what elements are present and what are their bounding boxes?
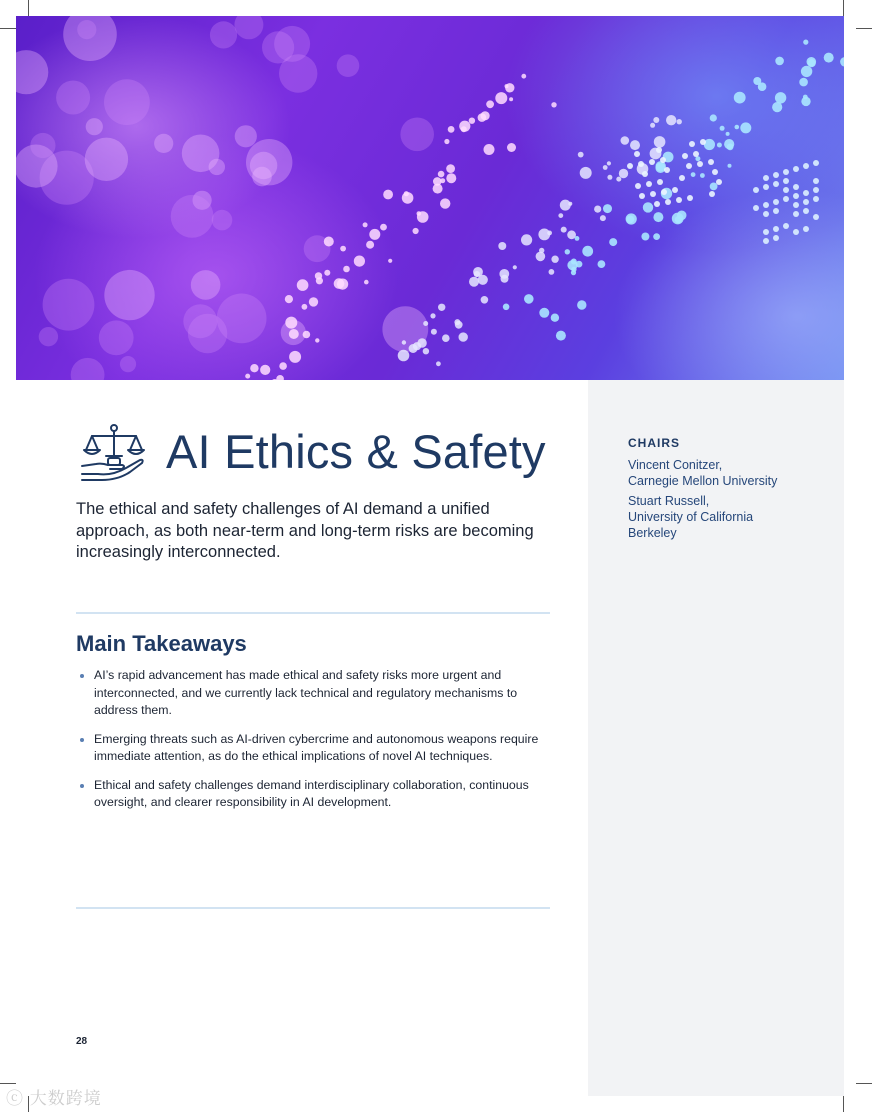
light-dot xyxy=(436,361,441,366)
light-dot xyxy=(598,260,606,268)
light-dot xyxy=(440,178,445,183)
intro-paragraph: The ethical and safety challenges of AI demand a unified approach, as both near-term and long-term risks are becoming increasingly interconnected. xyxy=(76,500,534,561)
bokeh-light xyxy=(154,134,173,153)
light-dot xyxy=(763,184,769,190)
light-dot xyxy=(499,269,509,279)
light-dot xyxy=(801,97,810,106)
light-dot xyxy=(793,166,799,172)
light-dot xyxy=(285,317,297,329)
light-dot xyxy=(627,163,633,169)
light-dot xyxy=(650,123,655,128)
light-dot xyxy=(720,126,725,131)
light-dot xyxy=(245,374,250,379)
light-dot xyxy=(664,167,670,173)
light-dot xyxy=(402,192,414,204)
light-dot xyxy=(793,211,799,217)
light-dot xyxy=(334,278,345,289)
light-dot xyxy=(803,163,809,169)
light-dot xyxy=(676,197,682,203)
light-dot xyxy=(484,144,495,155)
light-dot xyxy=(354,256,365,267)
light-dot xyxy=(607,175,612,180)
light-dot xyxy=(635,183,641,189)
light-dot xyxy=(799,78,808,87)
bokeh-light xyxy=(56,81,90,115)
light-dot xyxy=(486,100,494,108)
light-dot xyxy=(691,172,696,177)
light-dot xyxy=(366,241,374,249)
light-dot xyxy=(639,193,645,199)
light-dot xyxy=(773,235,779,241)
bokeh-light xyxy=(171,195,214,238)
light-dot xyxy=(276,375,284,380)
light-dot xyxy=(793,184,799,190)
chairs-sidebar xyxy=(588,380,844,1096)
light-dot xyxy=(773,208,779,214)
light-dot xyxy=(289,329,299,339)
light-dot xyxy=(539,248,544,253)
light-dot xyxy=(438,304,445,311)
list-item-text: Emerging threats such as AI-driven cybercrime and autonomous weapons require immediate attention, as do the ethical implications of novel AI techniques. xyxy=(94,731,539,763)
light-dot xyxy=(679,175,685,181)
light-dot xyxy=(481,296,489,304)
list-item-text: AI’s rapid advancement has made ethical and safety risks more urgent and interconnected, and we currently lack technical and regulatory mechanisms to address them. xyxy=(94,668,518,717)
light-dot xyxy=(558,213,563,218)
light-dot xyxy=(630,140,640,150)
light-dot xyxy=(716,179,722,185)
light-dot xyxy=(343,266,350,273)
light-dot xyxy=(709,191,715,197)
light-dot xyxy=(661,189,667,195)
light-dot xyxy=(689,141,695,147)
light-dot xyxy=(369,229,380,240)
light-dot xyxy=(309,297,318,306)
crop-mark xyxy=(843,0,844,16)
light-dot xyxy=(657,179,663,185)
light-dot xyxy=(803,226,809,232)
watermark: ⓒ 大数跨境 xyxy=(6,1089,102,1108)
bokeh-light xyxy=(43,279,95,331)
light-dot xyxy=(686,163,692,169)
light-dot xyxy=(571,267,576,272)
light-dot xyxy=(783,196,789,202)
bokeh-light xyxy=(86,118,103,135)
light-dot xyxy=(446,164,455,173)
light-dot xyxy=(783,178,789,184)
light-dot xyxy=(364,280,369,285)
list-item xyxy=(80,667,560,720)
divider xyxy=(76,612,550,614)
light-dot xyxy=(285,295,293,303)
light-dot xyxy=(626,216,634,224)
light-dot xyxy=(621,136,630,145)
light-dot xyxy=(388,259,392,263)
light-dot xyxy=(423,348,429,354)
light-dot xyxy=(728,164,732,168)
light-dot xyxy=(763,229,769,235)
bokeh-light xyxy=(210,21,237,48)
light-dot xyxy=(413,342,421,350)
light-dot xyxy=(616,177,621,182)
light-dot xyxy=(813,187,819,193)
light-dot xyxy=(808,59,816,67)
light-dot xyxy=(803,199,809,205)
light-dot xyxy=(340,246,346,252)
light-dot xyxy=(773,172,779,178)
light-dot xyxy=(495,92,507,104)
light-dot xyxy=(549,269,555,275)
light-dot xyxy=(433,184,443,194)
light-dot xyxy=(431,329,437,335)
light-dot xyxy=(459,332,468,341)
chair-name: Stuart Russell, xyxy=(628,494,710,508)
light-dot xyxy=(660,157,666,163)
chair-affiliation: Berkeley xyxy=(628,526,677,540)
light-dot xyxy=(763,211,769,217)
light-dot xyxy=(609,238,617,246)
light-dot xyxy=(454,319,460,325)
light-dot xyxy=(503,304,510,311)
hero-image xyxy=(16,16,844,380)
light-dot xyxy=(653,233,660,240)
light-dot xyxy=(801,66,812,77)
light-dot xyxy=(693,151,699,157)
light-dot xyxy=(642,171,648,177)
light-dot xyxy=(380,224,387,231)
light-dot xyxy=(677,119,682,124)
light-dot xyxy=(717,143,722,148)
light-dot xyxy=(509,97,513,101)
light-dot xyxy=(539,308,549,318)
light-dot xyxy=(824,53,834,63)
bokeh-light xyxy=(85,138,128,181)
light-dot xyxy=(440,198,450,208)
light-dot xyxy=(505,83,514,92)
light-dot xyxy=(783,169,789,175)
light-dot xyxy=(665,199,671,205)
light-dot xyxy=(469,277,479,287)
light-dot xyxy=(302,304,308,310)
light-dot xyxy=(430,313,435,318)
light-dot xyxy=(498,242,506,250)
light-dot xyxy=(600,215,606,221)
light-dot xyxy=(551,102,556,107)
light-dot xyxy=(575,236,580,241)
light-dot xyxy=(649,159,655,165)
takeaways-list xyxy=(80,667,560,823)
crop-mark xyxy=(0,28,16,29)
chairs-heading: CHAIRS xyxy=(628,436,681,450)
light-dot xyxy=(634,151,640,157)
light-dot xyxy=(763,175,769,181)
light-dot xyxy=(303,331,311,339)
light-dot xyxy=(603,204,612,213)
light-dot xyxy=(803,208,809,214)
crop-mark xyxy=(856,1083,872,1084)
bokeh-light xyxy=(71,358,105,380)
light-dot xyxy=(524,294,534,304)
light-dot xyxy=(578,152,584,158)
light-dot xyxy=(653,117,659,123)
list-item xyxy=(80,777,560,812)
crop-mark xyxy=(856,28,872,29)
light-dot xyxy=(700,173,705,178)
bokeh-light xyxy=(212,210,233,231)
light-dot xyxy=(250,364,258,372)
light-dot xyxy=(783,187,789,193)
light-dot xyxy=(793,193,799,199)
light-dot xyxy=(773,181,779,187)
light-dot xyxy=(641,233,649,241)
list-item-text: Ethical and safety challenges demand interdisciplinary collaboration, continuous oversight, and clearer responsibility in AI development. xyxy=(94,777,529,809)
light-dot xyxy=(580,167,592,179)
light-dot xyxy=(682,153,688,159)
light-dot xyxy=(594,206,601,213)
light-dot xyxy=(551,314,559,322)
light-dot xyxy=(521,234,532,245)
bokeh-light xyxy=(337,54,360,77)
light-dot xyxy=(473,267,483,277)
light-dot xyxy=(556,331,566,341)
light-dot xyxy=(315,272,322,279)
bokeh-light xyxy=(30,133,55,158)
light-dot xyxy=(603,165,608,170)
light-dot xyxy=(697,161,703,167)
light-dot xyxy=(324,237,334,247)
light-dot xyxy=(638,161,644,167)
light-dot xyxy=(672,187,678,193)
light-dot xyxy=(840,57,844,67)
bokeh-light xyxy=(104,79,150,125)
light-dot xyxy=(734,92,746,104)
bokeh-light xyxy=(234,16,263,39)
bokeh-light xyxy=(16,50,48,94)
hero-bokeh-graphic xyxy=(16,16,844,380)
light-dot xyxy=(315,338,319,342)
light-dot xyxy=(513,265,517,269)
chair-affiliation: University of California xyxy=(628,510,754,524)
light-dot xyxy=(619,169,628,178)
bokeh-light xyxy=(104,270,154,320)
light-dot xyxy=(442,334,450,342)
light-dot xyxy=(710,183,718,191)
light-dot xyxy=(813,178,819,184)
bokeh-light xyxy=(235,125,257,147)
light-dot xyxy=(260,365,270,375)
light-dot xyxy=(444,139,449,144)
bokeh-light xyxy=(99,320,134,355)
light-dot xyxy=(772,102,782,112)
light-dot xyxy=(297,279,309,291)
light-dot xyxy=(363,222,368,227)
light-dot xyxy=(813,214,819,220)
light-dot xyxy=(775,57,784,66)
light-dot xyxy=(783,223,789,229)
bullet-icon xyxy=(80,738,84,742)
light-dot xyxy=(507,143,516,152)
light-dot xyxy=(324,270,330,276)
takeaways-heading: Main Takeaways xyxy=(76,631,247,656)
bokeh-light xyxy=(191,270,221,300)
light-dot xyxy=(521,74,526,79)
bokeh-light xyxy=(217,294,267,344)
light-dot xyxy=(763,202,769,208)
light-dot xyxy=(753,187,759,193)
light-dot xyxy=(481,111,490,120)
light-dot xyxy=(813,196,819,202)
light-dot xyxy=(417,211,422,216)
light-dot xyxy=(469,118,475,124)
light-dot xyxy=(448,126,455,133)
bokeh-light xyxy=(120,356,136,372)
crop-mark xyxy=(28,0,29,16)
light-dot xyxy=(438,171,445,178)
bokeh-light xyxy=(262,31,294,63)
bullet-icon xyxy=(80,674,84,678)
light-dot xyxy=(712,169,718,175)
light-dot xyxy=(643,202,653,212)
light-dot xyxy=(577,300,586,309)
light-dot xyxy=(646,181,652,187)
bokeh-light xyxy=(39,327,58,346)
light-dot xyxy=(710,114,717,121)
light-dot xyxy=(423,321,428,326)
light-dot xyxy=(398,350,410,362)
light-dot xyxy=(740,122,751,133)
light-dot xyxy=(753,77,761,85)
bokeh-light xyxy=(77,20,96,39)
light-dot xyxy=(461,126,467,132)
light-dot xyxy=(672,213,684,225)
light-dot xyxy=(279,362,287,370)
light-dot xyxy=(735,125,740,130)
light-dot xyxy=(653,212,663,222)
light-dot xyxy=(775,92,786,103)
light-dot xyxy=(607,161,611,165)
light-dot xyxy=(793,202,799,208)
scales-hand-icon xyxy=(78,422,150,482)
light-dot xyxy=(753,205,759,211)
light-dot xyxy=(654,136,666,148)
light-dot xyxy=(289,351,301,363)
light-dot xyxy=(813,160,819,166)
chair-name: Vincent Conitzer, xyxy=(628,458,723,472)
light-dot xyxy=(536,252,546,262)
light-dot xyxy=(560,200,571,211)
light-dot xyxy=(687,195,693,201)
light-dot xyxy=(551,256,558,263)
bokeh-light xyxy=(182,135,220,173)
light-dot xyxy=(727,144,734,151)
light-dot xyxy=(763,238,769,244)
light-dot xyxy=(803,190,809,196)
light-dot xyxy=(650,191,656,197)
page-number: 28 xyxy=(76,1036,88,1047)
list-item xyxy=(80,731,560,766)
light-dot xyxy=(654,201,660,207)
light-dot xyxy=(708,159,714,165)
light-dot xyxy=(547,231,552,236)
light-dot xyxy=(666,115,676,125)
light-dot xyxy=(773,199,779,205)
light-dot xyxy=(773,226,779,232)
light-dot xyxy=(803,40,808,45)
light-dot xyxy=(402,340,406,344)
bullet-icon xyxy=(80,784,84,788)
divider xyxy=(76,907,550,909)
light-dot xyxy=(582,246,593,257)
crop-mark xyxy=(843,1096,844,1112)
page-title: AI Ethics & Safety xyxy=(166,425,546,478)
light-dot xyxy=(726,132,730,136)
light-dot xyxy=(413,228,419,234)
light-dot xyxy=(446,173,456,183)
light-dot xyxy=(700,139,706,145)
light-dot xyxy=(383,190,393,200)
light-dot xyxy=(656,147,662,153)
light-dot xyxy=(793,229,799,235)
chair-affiliation: Carnegie Mellon University xyxy=(628,474,778,488)
light-dot xyxy=(576,261,583,268)
light-dot xyxy=(565,249,570,254)
light-dot xyxy=(561,227,567,233)
bokeh-light xyxy=(252,167,272,187)
bokeh-light xyxy=(400,118,434,152)
